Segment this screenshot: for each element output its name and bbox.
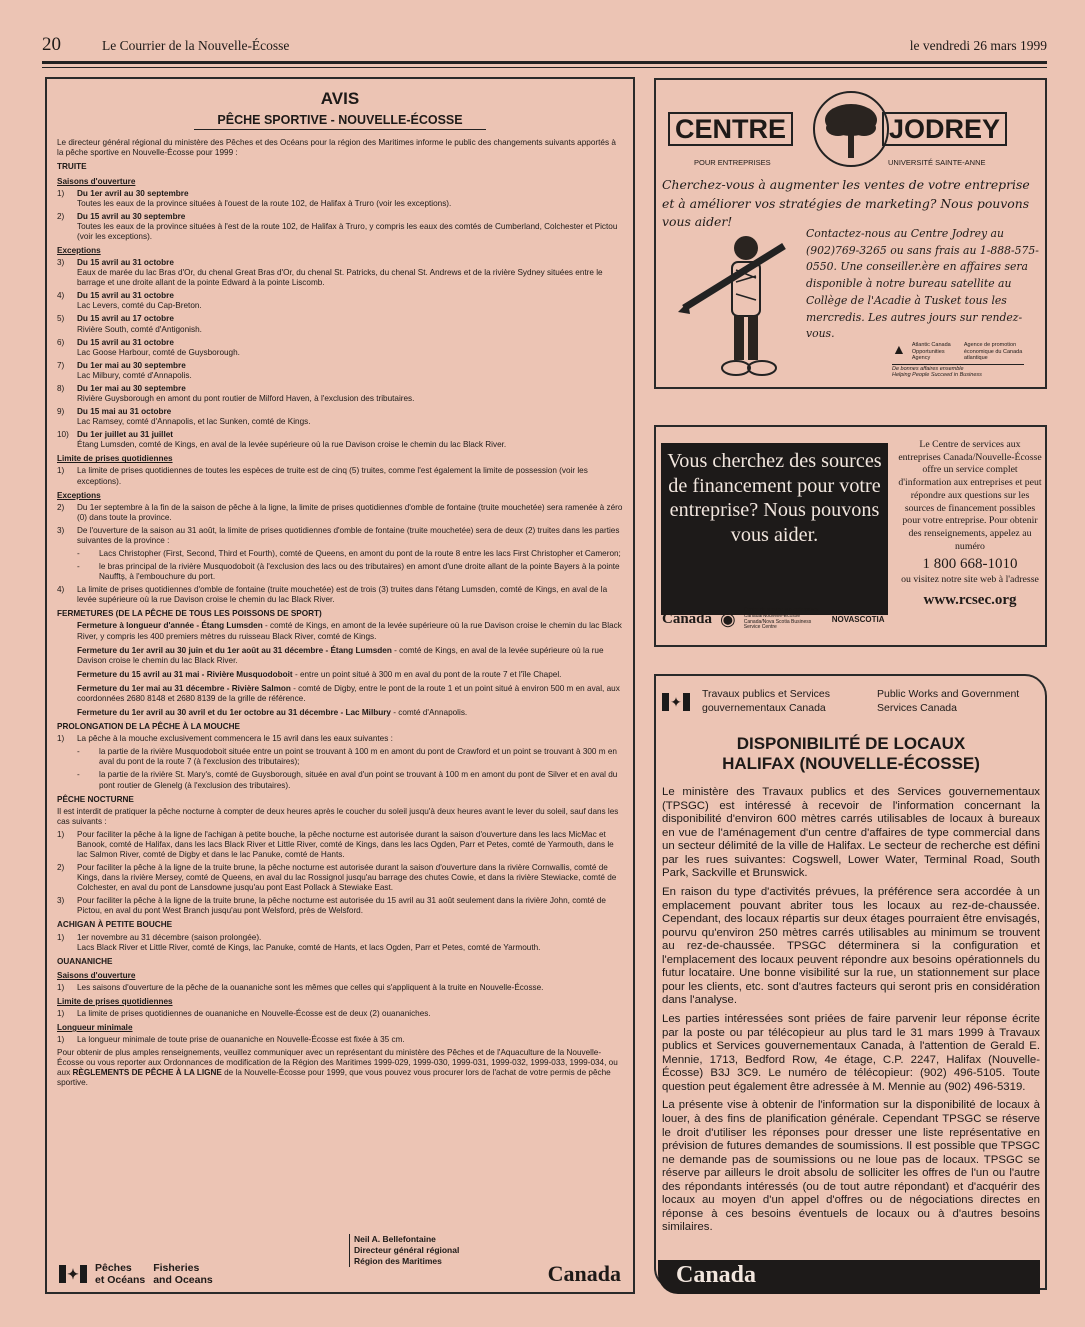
jodrey-logo	[666, 90, 1038, 170]
closure-title: Fermeture du 1er avril au 30 avril et du 1er octobre au 31 décembre - Lac Milbury	[77, 708, 391, 718]
page-number: 20	[42, 34, 61, 55]
canada-wordmark: Canada	[547, 1261, 621, 1286]
item-number: 5)	[57, 314, 65, 324]
cse-info	[897, 439, 1043, 610]
sub-item-text: Lacs Christopher (First, Second, Third et Fourth), comté de Queens, en amont du pont de la route 8 entre les lacs First Christopher et Cameron;	[99, 549, 621, 559]
dfo-logo: ✦ Pêches et Océans Fisheries and Oceans	[59, 1262, 213, 1286]
subsection-heading: Saisons d'ouverture	[57, 970, 136, 980]
jodrey-contact: Contactez-nous au Centre Jodrey au (902)769-3265 ou sans frais au 1-888-575-0550. Une conseiller.ère en affaires sera disponible à notre bureau satellite au Collège de l'Acadie à Tusket tous les mercredis. Les autres jours sur rendez-vous.	[806, 227, 1039, 341]
fishing-notice	[45, 77, 635, 1294]
list-item	[57, 734, 623, 744]
tpsgc-footer	[658, 1260, 1040, 1294]
signatory-name: Neil A. Bellefontaine	[354, 1234, 436, 1244]
signatory-title: Directeur général régional	[354, 1245, 460, 1256]
issue-date: le vendredi 26 mars 1999	[909, 38, 1047, 53]
item-text: Les saisons d'ouverture de la pêche de la ouananiche sont les mêmes que celles qui s'appliquent à la truite en Nouvelle-Écosse.	[77, 982, 544, 992]
item-number: 3)	[57, 525, 65, 535]
item-number: 2)	[57, 863, 65, 873]
closure-text: - comté de Kings, en amont de la levée supérieure où la rue Davison croise le chemin du lac Black River, y compris les 400 premiers mètres du ruisseau Black River, comté de Kings.	[77, 621, 622, 641]
item-dates: Du 15 avril au 30 septembre	[77, 211, 186, 221]
list-item	[57, 503, 623, 523]
tpsgc-ad	[654, 674, 1047, 1290]
item-dates: Du 15 avril au 31 octobre	[77, 258, 174, 268]
cse-phone: 1 800 668-1010	[922, 555, 1018, 572]
list-item	[57, 983, 623, 993]
sub-item-text: le bras principal de la rivière Musquodoboit (à l'exclusion des lacs ou des tributaires) en amont d'une droite allant de la pointe Bayers à la pointe Naufftș, à l'embouchure du port.	[99, 562, 620, 582]
item-number: 1)	[57, 1035, 65, 1045]
list-item	[57, 291, 623, 311]
item-dates: Du 15 avril au 31 octobre	[77, 337, 174, 347]
closure-item	[77, 684, 623, 704]
jodrey-question: Cherchez-vous à augmenter les ventes de votre entreprise et à améliorer vos stratégies de marketing? Nous pouvons vous aider!	[662, 177, 1030, 230]
subsection-heading: Limite de prises quotidiennes	[57, 454, 173, 464]
item-number: 6)	[57, 337, 65, 347]
section-heading: PROLONGATION DE LA PÊCHE À LA MOUCHE	[57, 722, 241, 732]
cse-headline: Vous cherchez des sources de financement pour votre entreprise? Nous pouvons vous aider.	[661, 443, 888, 615]
closure-title: Fermeture à longueur d'année - Étang Lumsden	[77, 621, 263, 631]
item-number: 3)	[57, 258, 65, 268]
item-dates: Du 1er avril au 30 septembre	[77, 188, 189, 198]
item-text: Pour faciliter la pêche à la ligne de la truite brune, la pêche nocturne est autorisée du 15 avril au 31 août seulement dans la rivière John, comté de Pictou, en aval du pont West Branch jusqu'au pont Welsford, près de Welsford.	[77, 896, 606, 916]
item-dates: Du 15 avril au 31 octobre	[77, 291, 174, 301]
list-item	[57, 830, 623, 860]
item-text: La limite de prises quotidiennes de ouananiche en Nouvelle-Écosse est de deux (2) ouananiches.	[77, 1008, 431, 1018]
cse-url[interactable]: www.rcsec.org	[923, 591, 1017, 608]
closure-title: Fermeture du 1er avril au 30 juin et du 1er août au 31 décembre - Étang Lumsden	[77, 645, 392, 655]
item-text: Lac Levers, comté du Cap-Breton.	[77, 301, 202, 311]
notice-intro: Le directeur général régional du ministère des Pêches et des Océans pour la région des Maritimes informe le public des changements suivants apportés à la pêche sportive en Nouvelle-Écosse pour 1999 :	[57, 138, 616, 158]
nova-scotia-logo: NOVASCOTIA	[831, 614, 885, 624]
item-text: La longueur minimale de toute prise de ouananiche en Nouvelle-Écosse est fixée à 35 cm.	[77, 1035, 405, 1045]
list-item	[57, 1009, 623, 1019]
item-number: 1)	[57, 188, 65, 198]
acoa-logo: ▲ Atlantic Canada Opportunities Agency Agence de promotion économique du Canada atlantique De bonnes affaires ensemble Helping People Succeed in Business	[892, 341, 1023, 379]
item-text: Du 1er septembre à la fin de la saison de pêche à la ligne, la limite de prises quotidiennes d'omble de fontaine (truite mouchetée) sera ramenée à zéro (0) dans toute la province.	[77, 502, 623, 522]
subsection-heading: Longueur minimale	[57, 1023, 133, 1033]
dept-name-fr: Travaux publics et Services gouvernementaux Canada	[702, 688, 830, 714]
notice-title: AVIS	[320, 89, 360, 108]
logo-subtitle-left: POUR ENTREPRISES	[694, 158, 771, 167]
closure-item	[77, 621, 623, 641]
item-number: 1)	[57, 1008, 65, 1018]
item-text: Lac Milbury, comté d'Annapolis.	[77, 370, 192, 380]
sub-item: - la partie de la rivière St. Mary's, comté de Guysborough, située en aval d'un point se trouvant à 100 m en amont du pont de Silver et en aval du pont routier de Glenelg (à l'exclusion des tributaires).	[77, 770, 623, 790]
canada-flag-icon: ✦	[59, 1265, 87, 1283]
sub-item: - la partie de la rivière Musquodoboit située entre un point se trouvant à 100 m en amont du pont de Crawford et un point se trouvant à 300 m en aval du pont de la route 7 (à l'exclusion des tributaires);	[77, 747, 623, 767]
canada-wordmark: Canada	[662, 610, 713, 627]
item-number: 10)	[57, 430, 69, 440]
dept-name-en: Public Works and Government Services Canada	[877, 688, 1020, 714]
item-dates: Du 1er mai au 30 septembre	[77, 383, 186, 393]
item-text: De l'ouverture de la saison au 31 août, la limite de prises quotidiennes d'omble de fontaine (truite mouchetée) sera de deux (2) truites dans les parties suivantes de la province :	[77, 525, 620, 545]
acoa-triangle-icon: ▲	[892, 341, 906, 357]
item-number: 9)	[57, 407, 65, 417]
subsection-heading: Exceptions	[57, 490, 101, 500]
sub-item: - le bras principal de la rivière Musquodoboit (à l'exclusion des lacs ou des tributaires) en amont d'une droite allant de la pointe Bayers à la pointe Naufftș, à l'embouchure du port.	[77, 562, 623, 582]
subsection-heading: Limite de prises quotidiennes	[57, 996, 173, 1006]
list-item	[57, 896, 623, 916]
item-text: Pour faciliter la pêche à la ligne de l'achigan à petite bouche, la pêche nocturne est autorisée durant la saison d'ouverture dans les lacs MicMac et Banook, comté de Halifax, dans les lacs Black River et Little River, comté de Kings, dans les lacs Ogden, Parr et Petes, comté de Yarmouth, dans le lac Salmon River, comté de Digby et dans le lac Panuke, comté de Hants.	[77, 829, 614, 859]
item-text: La limite de prises quotidiennes d'omble de fontaine (truite mouchetée) est de trois (3) truites dans l'étang Lumsden, comté de Kings, en aval de la levée supérieure où la rue Davison croise le chemin du lac Black River.	[77, 585, 608, 605]
item-text: Eaux de marée du lac Bras d'Or, du chenal Great Bras d'Or, du chenal St. Patricks, du chenal St. Andrews et de la rivière Sydney situées entre le barrage et une droite allant de la pointe Edward à la pointe Liscomb.	[77, 268, 603, 288]
tree-icon	[806, 90, 896, 168]
sub-item-text: la partie de la rivière Musquodoboit située entre un point se trouvant à 100 m en amont du pont de Crawford et un point se trouvant à 300 m en aval du pont de la route 7 (à l'exclusion des tributaires);	[99, 747, 617, 767]
subsection-heading: Saisons d'ouverture	[57, 176, 136, 186]
list-item	[57, 338, 623, 358]
item-number: 8)	[57, 383, 65, 393]
item-text: Rivière Guysborough en amont du pont routier de Milford Haven, à l'exclusion des tributaires.	[77, 394, 415, 403]
night-intro: Il est interdit de pratiquer la pêche nocturne à compter de deux heures après le coucher du soleil jusqu'à deux heures avant le lever du soleil, sauf dans les cas suivants :	[57, 806, 619, 826]
item-text: 1er novembre au 31 décembre (saison prolongée).	[77, 932, 262, 942]
list-item	[57, 384, 623, 404]
item-number: 1)	[57, 932, 65, 942]
item-text: Rivière South, comté d'Antigonish.	[77, 324, 202, 334]
item-number: 1)	[57, 466, 65, 476]
cse-web-text: ou visitez notre site web à l'adresse	[901, 574, 1039, 586]
subsection-heading: Exceptions	[57, 245, 101, 255]
list-item	[57, 314, 623, 334]
closure-item	[77, 670, 623, 680]
cse-text: Le Centre de services aux entreprises Canada/Nouvelle-Écosse offre un service complet d'information aux entreprises et peut répondre aux questions sur les sources de financement possibles pour votre entreprise. Pour obtenir des renseignements, appelez au numéro	[898, 439, 1042, 552]
item-number: 2)	[57, 211, 65, 221]
canada-flag-icon: ✦	[662, 693, 690, 711]
item-number: 2)	[57, 502, 65, 512]
section-heading: OUANANICHE	[57, 956, 113, 966]
header-rule	[42, 61, 1047, 64]
closure-text: - comté de Digby, entre le pont de la route 1 et un point situé à environ 500 m en aval, aux coordonnées 2680 8148 et 2680 8139 de la grille de référence.	[77, 683, 620, 703]
signatory-region: Région des Maritimes	[354, 1256, 442, 1267]
closure-title: Fermeture du 1er mai au 31 décembre - Rivière Salmon	[77, 683, 291, 693]
list-item	[57, 526, 623, 546]
list-item	[57, 189, 623, 209]
item-dates: Du 15 avril au 17 octobre	[77, 314, 174, 324]
closing-paragraph: Pour obtenir de plus amples renseignements, veuillez communiquer avec un représentant du ministère des Pêches et de l'Aquaculture de la Nouvelle-Écosse ou vous reporter aux Ordonnances de modification de la Région des Maritimes 1999-029, 1999-030, 1999-031, 1999-032, 1999-033, 1999-034, ou aux RÈGLEMENTS DE PÊCHE À LA LIGNE de la Nouvelle-Écosse pour 1999, que vous pouvez vous procurer lors de l'achat de votre permis de pêche sportive.	[57, 1048, 618, 1088]
canada-wordmark: Canada	[676, 1262, 757, 1288]
item-text: La pêche à la mouche exclusivement commencera le 15 avril dans les eaux suivantes :	[77, 734, 393, 744]
cse-logos: Canada ◉ Centre de service aux entreprises Canada/Nouvelle-Écosse Canada/Nova Scotia Business Service Centre NOVASCOTIA	[662, 607, 885, 631]
item-text: Lac Ramsey, comté d'Annapolis, et lac Sunken, comté de Kings.	[77, 417, 311, 427]
item-text: La limite de prises quotidiennes de toutes les espèces de truite est de cinq (5) truites, comme l'est également la limite de possession (voir les exceptions).	[77, 466, 588, 486]
page-header	[42, 34, 1047, 58]
paragraph: La présente vise à obtenir de l'information sur la disponibilité de locaux à louer, à des fins de planification générale. Cependant TPSGC se réserve le droit d'utiliser les réponses pour dresser une liste représentative en prévision de futures demandes de soumissions. Il est possible que TPSGC ne demande pas de soumissions ou ne loue pas de locaux. TPSGC se réserve par ailleurs le droit absolu de solliciter les offres de l'un ou l'autre des répondants intéressés (ou de tout autre répondant) et d'acquérir des locaux au moyen d'un appel d'offres ou de négociations directes en réponse à ces besoins éventuels de locaux ou à d'autres besoins similaires.	[662, 1099, 1040, 1234]
list-item	[57, 863, 623, 893]
item-number: 4)	[57, 585, 65, 595]
closure-text: - comté d'Annapolis.	[390, 708, 468, 718]
list-item	[57, 361, 623, 381]
item-dates: Du 1er mai au 30 septembre	[77, 360, 186, 370]
section-heading: PÊCHE NOCTURNE	[57, 794, 134, 804]
item-text: Lacs Black River et Little River, comté de Kings, lac Panuke, comté de Hants, et lacs Ogden, Parr et Petes, comté de Yarmouth.	[77, 942, 541, 952]
item-number: 7)	[57, 360, 65, 370]
logo-subtitle-right: UNIVERSITÉ SAINTE-ANNE	[888, 158, 986, 167]
item-text: Pour faciliter la pêche à la ligne de la truite brune, la pêche nocturne est autorisée durant la saison d'ouverture dans la rivière Cornwallis, comté de Kings, dans la rivière Mersey, comté de Queens, en aval du lac Rossignol jusqu'au barrage des chutes Cowie, et dans la rivière Stewiacke, comté de Colchester, en aval du pont de Lansdowne jusqu'au pont East Pollack à Stewiake East.	[77, 863, 617, 893]
tpsgc-body	[662, 786, 1040, 1240]
item-text: Toutes les eaux de la province situées à l'est de la route 102, de Halifax à Truro, y compris les eaux des comtés de Cumberland, Colchester et Pictou (voir les exceptions).	[77, 221, 618, 241]
item-dates: Du 1er juillet au 31 juillet	[77, 430, 174, 440]
list-item	[57, 1035, 623, 1045]
tpsgc-title: DISPONIBILITÉ DE LOCAUX HALIFAX (NOUVELLE-ÉCOSSE)	[722, 734, 980, 774]
list-item	[57, 258, 623, 288]
item-number: 4)	[57, 291, 65, 301]
paragraph: Le ministère des Travaux publics et des Services gouvernementaux (TPSGC) est intéressé à recevoir de l'information concernant la disponibilité d'environ 600 mètres carrés utilisables de locaux à bureaux en vue de l'aménagement d'un centre d'affaires de type commercial dans un secteur délimité de la ville de Halifax. Le secteur de recherche est défini par les rues suivantes: Cogswell, Lower Water, Terminal Road, South Park, Sackville et Brunswick.	[662, 786, 1040, 880]
item-number: 1)	[57, 982, 65, 992]
item-number: 3)	[57, 896, 65, 906]
tpsgc-header	[662, 688, 1037, 715]
closure-item	[77, 646, 623, 666]
paragraph: En raison du type d'activités prévues, la préférence sera accordée à un emplacement pouvant abriter tous les locaux au rez-de-chaussée. Cependant, des locaux répartis sur deux étages pourraient être envisagés, pourvu qu'environ 250 mètres carrés utilisables au minimum se trouvent au rez-de-chaussée. TPSGC déterminera si la configuration et l'emplacement des locaux peuvent répondre aux besoins opérationnels du futur locataire. Une bonne visibilité sur la rue, un stationnement sur place pour les clients, etc. sont d'autres facteurs qui seront pris en considération dans l'analyse.	[662, 885, 1040, 1007]
sub-item-text: la partie de la rivière St. Mary's, comté de Guysborough, située en aval d'un point se trouvant à 100 m en amont du pont de Silver et en aval du pont routier de Glenelg (à l'exclusion des tributaires).	[99, 770, 618, 790]
logo-word-centre: CENTRE	[668, 112, 793, 146]
item-dates: Du 15 mai au 31 octobre	[77, 407, 172, 417]
signature-block	[349, 1234, 459, 1267]
list-item	[57, 212, 623, 242]
list-item	[57, 585, 623, 605]
section-heading: TRUITE	[57, 162, 87, 172]
notice-subtitle: PÊCHE SPORTIVE - NOUVELLE-ÉCOSSE	[194, 113, 486, 130]
sub-item: - Lacs Christopher (First, Second, Third et Fourth), comté de Queens, en amont du pont de la route 8 entre les lacs First Christopher et Cameron;	[77, 549, 621, 559]
publication-name: Le Courrier de la Nouvelle-Écosse	[102, 38, 290, 53]
closure-item	[77, 708, 623, 718]
item-text: Lac Goose Harbour, comté de Guysborough.	[77, 347, 240, 357]
closure-title: Fermeture du 15 avril au 31 mai - Rivière Musquodoboit	[77, 669, 293, 679]
jodrey-ad	[654, 78, 1047, 389]
business-service-centre-ad	[654, 425, 1047, 647]
list-item	[57, 407, 623, 427]
paragraph: Les parties intéressées sont priées de faire parvenir leur réponse écrite par la poste ou par télécopieur au plus tard le 31 mars 1999 à Travaux publics et Services gouvernementaux Canada, à l'attention de Gerald E. Mennie, 1713, Bedford Row, 4e étage, C.P. 2247, Halifax (Nouvelle-Écosse) B3J 3C9. Le numéro de télécopieur: (902) 496-5105. Toute question peut également être adressée à M. Mennie au (902) 496-5319.	[662, 1013, 1040, 1093]
item-number: 1)	[57, 734, 65, 744]
list-item	[57, 430, 623, 450]
list-item	[57, 933, 623, 953]
section-heading: ACHIGAN À PETITE BOUCHE	[57, 920, 173, 930]
closure-text: - entre un point situé à 300 m en aval du pont de la route 7 et l'île Chapel.	[292, 669, 562, 679]
closure-text: - comté de Kings, en aval de la levée supérieure où la rue Davison croise le chemin du lac Black River.	[77, 645, 604, 665]
header-rule-thin	[42, 67, 1047, 68]
item-text: Toutes les eaux de la province situées à l'ouest de la route 102, de Halifax à Truro (voir les exceptions).	[77, 198, 452, 208]
item-text: Étang Lumsden, comté de Kings, en aval de la levée supérieure où la rue Davison croise le chemin du lac Black River.	[77, 440, 507, 450]
item-number: 1)	[57, 829, 65, 839]
cse-circle-icon: ◉	[720, 609, 736, 630]
section-heading: FERMETURES (DE LA PÊCHE DE TOUS LES POISSONS DE SPORT)	[57, 609, 322, 619]
logo-word-jodrey: JODREY	[882, 112, 1007, 146]
list-item	[57, 466, 623, 486]
cartoon-person-with-pencil-icon	[674, 226, 794, 386]
